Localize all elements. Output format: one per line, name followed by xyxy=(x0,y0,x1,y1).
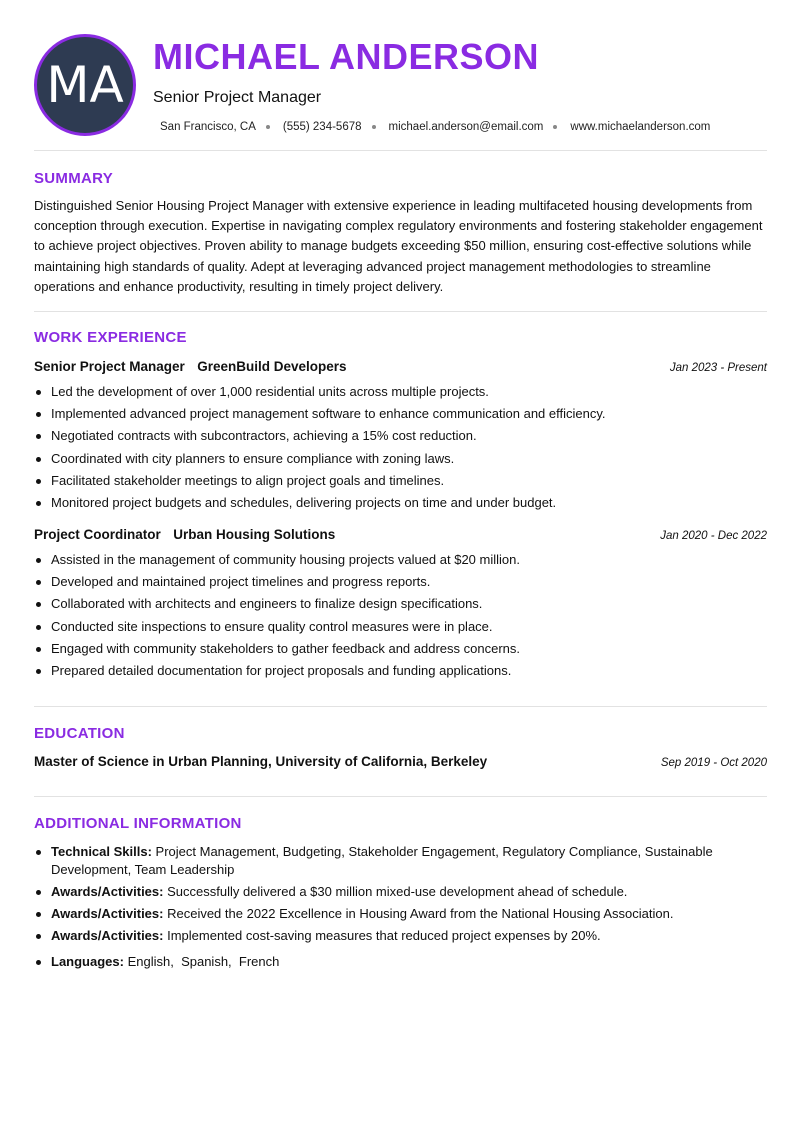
list-item: Conducted site inspections to ensure quality control measures were in place. xyxy=(34,619,767,635)
list-item: Prepared detailed documentation for project proposals and funding applications. xyxy=(34,663,767,679)
list-item: Engaged with community stakeholders to gather feedback and address concerns. xyxy=(34,641,767,657)
list-item: Implemented advanced project management software to enhance communication and efficiency. xyxy=(34,406,767,422)
list-item: Coordinated with city planners to ensure compliance with zoning laws. xyxy=(34,451,767,467)
list-item xyxy=(34,953,767,971)
job-role: Project Coordinator xyxy=(34,527,161,542)
item-label: Awards/Activities: xyxy=(51,906,164,921)
job-role: Senior Project Manager xyxy=(34,359,185,374)
contact-phone: (555) 234-5678 xyxy=(282,121,362,133)
list-item xyxy=(34,905,767,923)
candidate-name: MICHAEL ANDERSON xyxy=(153,36,540,77)
education-degree: Master of Science in Urban Planning, University of California, Berkeley xyxy=(34,754,488,769)
item-label: Awards/Activities: xyxy=(51,884,164,899)
job-dates: Jan 2020 - Dec 2022 xyxy=(660,530,767,542)
list-item xyxy=(34,927,767,945)
item-text: Implemented cost-saving measures that reduced project expenses by 20%. xyxy=(167,928,601,943)
job-bullets xyxy=(34,552,767,685)
list-item xyxy=(34,883,767,901)
separator-dot xyxy=(266,125,270,129)
summary-heading: SUMMARY xyxy=(34,170,114,187)
education-heading: EDUCATION xyxy=(34,725,125,742)
additional-heading: ADDITIONAL INFORMATION xyxy=(34,815,242,832)
list-item xyxy=(34,843,767,879)
job-company: GreenBuild Developers xyxy=(197,359,347,374)
avatar xyxy=(34,34,136,136)
separator-dot xyxy=(553,125,557,129)
avatar-initials: MA xyxy=(46,56,124,114)
item-label: Awards/Activities: xyxy=(51,928,164,943)
list-item: Facilitated stakeholder meetings to align project goals and timelines. xyxy=(34,473,767,489)
job-dates: Jan 2023 - Present xyxy=(669,362,767,374)
divider xyxy=(34,311,767,312)
additional-list xyxy=(34,843,767,975)
item-label: Languages: xyxy=(51,954,124,969)
job-company: Urban Housing Solutions xyxy=(173,527,336,542)
contact-website: www.michaelanderson.com xyxy=(570,121,711,133)
list-item: Assisted in the management of community housing projects valued at $20 million. xyxy=(34,552,767,568)
education-dates: Sep 2019 - Oct 2020 xyxy=(660,757,767,769)
list-item: Collaborated with architects and engineers to finalize design specifications. xyxy=(34,596,767,612)
experience-heading: WORK EXPERIENCE xyxy=(34,329,187,346)
list-item: Led the development of over 1,000 residential units across multiple projects. xyxy=(34,384,767,400)
job-bullets xyxy=(34,384,767,517)
item-text: Received the 2022 Excellence in Housing Award from the National Housing Association. xyxy=(167,906,674,921)
divider xyxy=(34,150,767,151)
summary-text: Distinguished Senior Housing Project Manager with extensive experience in leading multifaceted housing developments from conception through execution. Expertise in navigating complex regulatory environments and fostering stakeholder engagement to achieve project objectives. Proven ability to manage budgets exceeding $50 million, ensuring cost-effective solutions while maintaining high standards of quality. Adept at leveraging advanced project management methodologies to streamline operations and enhance productivity, resulting in timely project delivery. xyxy=(34,198,763,294)
item-text: English, Spanish, French xyxy=(127,954,280,969)
list-item: Developed and maintained project timelines and progress reports. xyxy=(34,574,767,590)
job-header xyxy=(34,358,767,376)
divider xyxy=(34,796,767,797)
item-text: Project Management, Budgeting, Stakeholder Engagement, Regulatory Compliance, Sustainable Development, Team Leadership xyxy=(51,844,713,877)
separator-dot xyxy=(372,125,376,129)
item-text: Successfully delivered a $30 million mixed-use development ahead of schedule. xyxy=(167,884,628,899)
divider xyxy=(34,706,767,707)
list-item: Negotiated contracts with subcontractors, achieving a 15% cost reduction. xyxy=(34,428,767,444)
job-title: Senior Project Manager xyxy=(153,89,322,106)
contact-info xyxy=(160,121,710,133)
contact-email: michael.anderson@email.com xyxy=(388,121,544,133)
job-header xyxy=(34,526,767,544)
education-entry xyxy=(34,754,767,769)
contact-location: San Francisco, CA xyxy=(160,121,256,133)
item-label: Technical Skills: xyxy=(51,844,152,859)
list-item: Monitored project budgets and schedules, delivering projects on time and under budget. xyxy=(34,495,767,511)
